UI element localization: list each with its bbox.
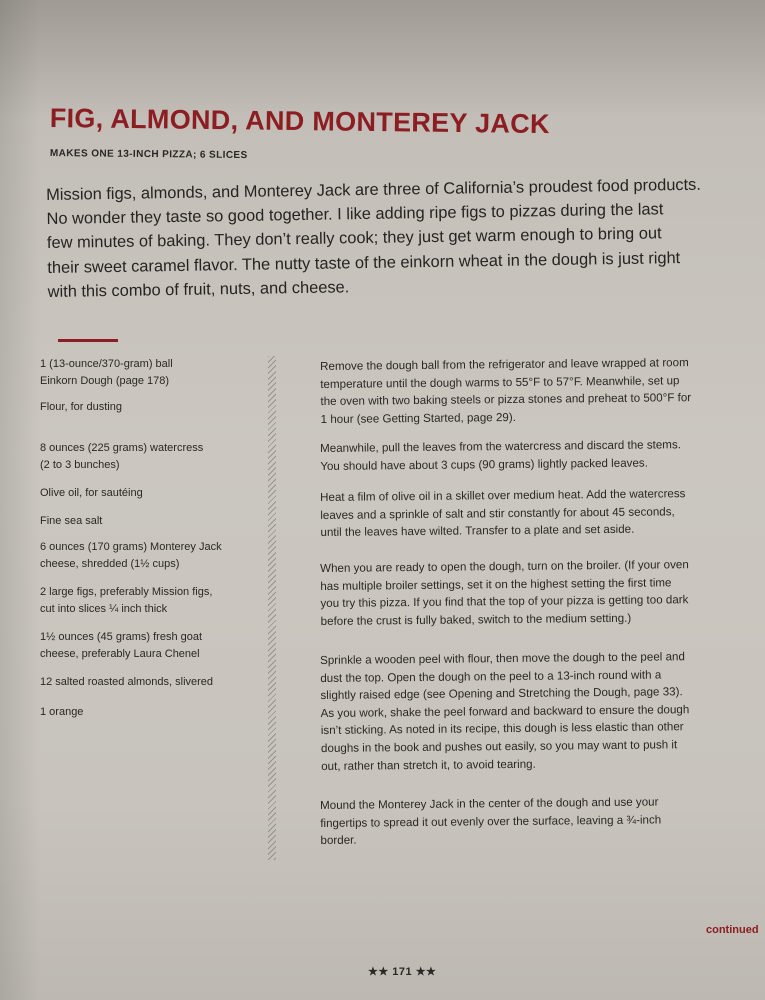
- ingredient-line: 1 orange: [40, 706, 84, 718]
- section-divider-rule: [58, 339, 118, 342]
- step-line: the oven with two baking steels or pizza stones and preheat to 500°F for: [320, 391, 692, 409]
- ingredient-item: [40, 674, 255, 691]
- method-step: [320, 647, 761, 775]
- step-line: temperature until the dough warms to 55°F to 57°F. Meanwhile, set up: [320, 373, 680, 391]
- method-step: [320, 792, 761, 849]
- step-line: Heat a film of olive oil in a skillet over medium heat. Add the watercress: [320, 487, 686, 504]
- step-line: fingertips to spread it out evenly over the surface, leaving a ¾-inch: [320, 813, 662, 830]
- intro-line: Mission figs, almonds, and Monterey Jack are three of California’s proudest food products.: [46, 175, 701, 204]
- ingredient-item: [40, 513, 255, 530]
- ingredient-line: cheese, preferably Laura Chenel: [40, 648, 200, 660]
- intro-line: their sweet caramel flavor. The nutty taste of the einkorn wheat in the dough is just right: [47, 248, 681, 277]
- method-step: [320, 435, 760, 475]
- page-number: ★★ 171 ★★: [368, 966, 437, 978]
- page-gutter-shadow: [0, 0, 40, 1000]
- step-line: isn’t sticking. As noted in its recipe, this dough is less elastic than other: [320, 720, 684, 738]
- step-line: Meanwhile, pull the leaves from the watercress and discard the stems.: [320, 438, 682, 455]
- ingredient-line: 2 large figs, preferably Mission figs,: [40, 586, 213, 598]
- step-line: You should have about 3 cups (90 grams) lightly packed leaves.: [320, 456, 648, 473]
- ingredient-line: 1 (13-ounce/370-gram) ball: [40, 358, 173, 370]
- ingredient-item: [40, 584, 255, 618]
- step-line: As you work, shake the peel forward and backward to ensure the dough: [320, 702, 690, 720]
- step-line: dust the top. Open the dough on the peel to a 13-inch round with a: [320, 668, 662, 685]
- recipe-intro: [46, 172, 728, 304]
- step-line: Sprinkle a wooden peel with flour, then move the dough to the peel and: [320, 650, 685, 667]
- ingredient-line: cut into slices ¼ inch thick: [40, 603, 168, 615]
- ingredient-line: cheese, shredded (1½ cups): [40, 558, 180, 570]
- method-step: [320, 555, 761, 630]
- intro-line: few minutes of baking. They don’t really cook; they just get warm enough to bring out: [46, 224, 662, 253]
- step-line: before the crust is fully baked, switch to the medium setting.): [320, 611, 632, 628]
- method-step: [320, 484, 761, 541]
- ingredient-line: 6 ounces (170 grams) Monterey Jack: [40, 541, 222, 553]
- recipe-yield: MAKES ONE 13-INCH PIZZA; 6 SLICES: [49, 148, 248, 162]
- intro-line: with this combo of fruit, nuts, and cheese.: [47, 278, 350, 301]
- step-line: until the leaves have wilted. Transfer to a plate and set aside.: [320, 522, 635, 540]
- ingredient-item: [40, 539, 255, 573]
- recipe-title: FIG, ALMOND, AND MONTEREY JACK: [49, 103, 550, 140]
- ingredient-line: (2 to 3 bunches): [40, 459, 120, 471]
- column-divider: [268, 356, 276, 860]
- ingredient-item: [40, 399, 255, 416]
- step-line: out, rather than stretch it, to avoid tearing.: [321, 757, 536, 773]
- step-line: Mound the Monterey Jack in the center of the dough and use your: [320, 795, 659, 812]
- step-line: doughs in the book and pushes out easily, so you may want to push it: [320, 738, 678, 755]
- ingredient-item: [40, 629, 255, 663]
- continued-label: continued: [706, 924, 759, 936]
- step-line: slightly raised edge (see Opening and Stretching the Dough, page 33).: [320, 685, 683, 703]
- ingredient-item: [40, 356, 255, 390]
- ingredient-line: Flour, for dusting: [40, 401, 122, 413]
- ingredient-line: Einkorn Dough (page 178): [40, 375, 170, 387]
- step-line: When you are ready to open the dough, turn on the broiler. (If your oven: [320, 558, 689, 575]
- intro-line: No wonder they taste so good together. I like adding ripe figs to pizzas during the last: [46, 200, 664, 229]
- step-line: Remove the dough ball from the refrigerator and leave wrapped at room: [320, 356, 689, 373]
- ingredient-item: [40, 485, 255, 502]
- step-line: 1 hour (see Getting Started, page 29).: [320, 410, 516, 426]
- method-step: [320, 353, 761, 428]
- step-line: border.: [320, 833, 357, 848]
- step-line: leaves and a sprinkle of salt and stir constantly for about 45 seconds,: [320, 504, 675, 522]
- ingredient-item: [40, 440, 255, 474]
- step-line: has multiple broiler settings, set it on the highest setting the first time: [320, 575, 672, 593]
- ingredient-line: Olive oil, for sautéing: [40, 487, 143, 499]
- ingredient-line: 1½ ounces (45 grams) fresh goat: [40, 631, 203, 643]
- ingredient-line: 8 ounces (225 grams) watercress: [40, 442, 204, 454]
- ingredient-item: [40, 704, 255, 721]
- ingredient-line: Fine sea salt: [40, 515, 103, 527]
- ingredient-line: 12 salted roasted almonds, slivered: [40, 676, 214, 688]
- step-line: you try this pizza. If you find that the top of your pizza is getting too dark: [320, 593, 689, 611]
